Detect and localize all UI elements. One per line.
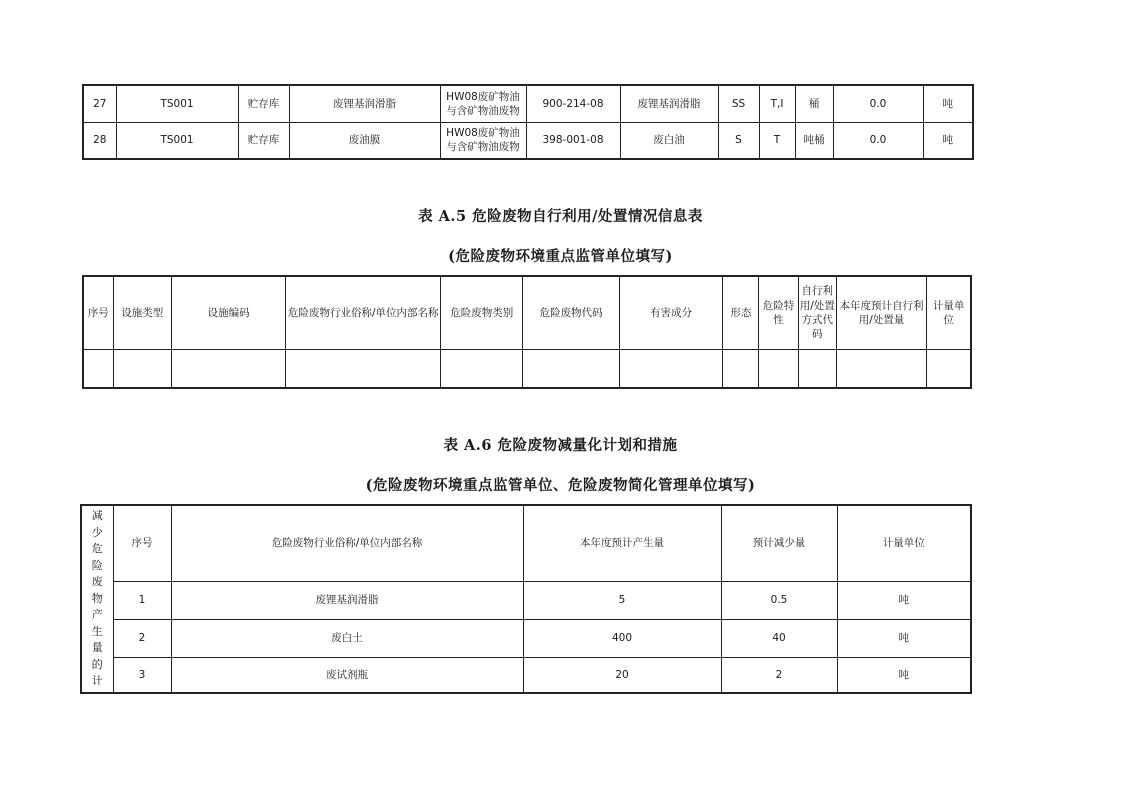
produced: 5: [523, 581, 721, 619]
unit: 吨: [837, 581, 971, 619]
waste-name: 废试剂瓶: [171, 657, 523, 693]
table-a6-title: 表 A.6 危险废物减量化计划和措施: [443, 437, 678, 454]
amount: 0.0: [833, 122, 923, 159]
side-label: 减 少 危 险 废 物 产 生 量 的 计: [81, 505, 113, 693]
header-harmful: 有害成分: [619, 276, 722, 349]
table-a5: [82, 275, 972, 389]
container: 桶: [795, 85, 833, 122]
waste-storage-table: [82, 84, 974, 160]
container: 吨桶: [795, 122, 833, 159]
table-a5-title: 表 A.5 危险废物自行利用/处置情况信息表: [418, 208, 703, 225]
row-no: 28: [83, 122, 116, 159]
hazard-property: T: [759, 122, 795, 159]
header-waste-name: 危险废物行业俗称/单位内部名称: [171, 505, 523, 581]
amount: 0.0: [833, 85, 923, 122]
unit: 吨: [837, 657, 971, 693]
waste-name: 废白土: [171, 619, 523, 657]
header-no: 序号: [83, 276, 113, 349]
table-a5-subtitle: (危险废物环境重点监管单位填写): [448, 248, 673, 265]
row-no: 27: [83, 85, 116, 122]
row-no: 2: [113, 619, 171, 657]
unit: 吨: [837, 619, 971, 657]
header-facility-type: 设施类型: [113, 276, 171, 349]
header-row: [81, 505, 971, 581]
header-produced: 本年度预计产生量: [523, 505, 721, 581]
header-no: 序号: [113, 505, 171, 581]
header-waste-code: 危险废物代码: [523, 276, 619, 349]
produced: 400: [523, 619, 721, 657]
reduction: 40: [721, 619, 837, 657]
header-unit: 计量单位: [837, 505, 971, 581]
table-row: [81, 619, 971, 657]
waste-form: S: [718, 122, 759, 159]
header-planned-amount: 本年度预计自行利用/处置量: [836, 276, 926, 349]
table-a6: [80, 504, 972, 694]
table-row: [81, 581, 971, 619]
table-row: [83, 122, 973, 159]
facility-type: 贮存库: [238, 85, 289, 122]
waste-category: HW08废矿物油与含矿物油废物: [440, 85, 526, 122]
waste-category: HW08废矿物油与含矿物油废物: [440, 122, 526, 159]
waste-code: 398-001-08: [526, 122, 620, 159]
waste-name: 废锂基润滑脂: [289, 85, 440, 122]
unit: 吨: [923, 85, 973, 122]
hazard-property: T,I: [759, 85, 795, 122]
unit: 吨: [923, 122, 973, 159]
header-unit: 计量单位: [927, 276, 971, 349]
row-no: 1: [113, 581, 171, 619]
header-form: 形态: [723, 276, 759, 349]
reduction: 2: [721, 657, 837, 693]
facility-code: TS001: [116, 122, 238, 159]
facility-code: TS001: [116, 85, 238, 122]
harmful-component: 废锂基润滑脂: [620, 85, 718, 122]
row-no: 3: [113, 657, 171, 693]
produced: 20: [523, 657, 721, 693]
table-row: [81, 657, 971, 693]
header-reduction: 预计减少量: [721, 505, 837, 581]
header-row: [83, 276, 971, 349]
header-method-code: 自行利用/处置方式代码: [798, 276, 836, 349]
harmful-component: 废白油: [620, 122, 718, 159]
table-a6-subtitle: (危险废物环境重点监管单位、危险废物简化管理单位填写): [365, 477, 756, 494]
waste-form: SS: [718, 85, 759, 122]
empty-row: [83, 349, 971, 388]
header-category: 危险废物类别: [441, 276, 523, 349]
waste-code: 900-214-08: [526, 85, 620, 122]
header-waste-name: 危险废物行业俗称/单位内部名称: [286, 276, 441, 349]
waste-name: 废锂基润滑脂: [171, 581, 523, 619]
header-property: 危险特性: [759, 276, 798, 349]
header-facility-code: 设施编码: [171, 276, 286, 349]
facility-type: 贮存库: [238, 122, 289, 159]
table-row: [83, 85, 973, 122]
waste-name: 废油膜: [289, 122, 440, 159]
reduction: 0.5: [721, 581, 837, 619]
